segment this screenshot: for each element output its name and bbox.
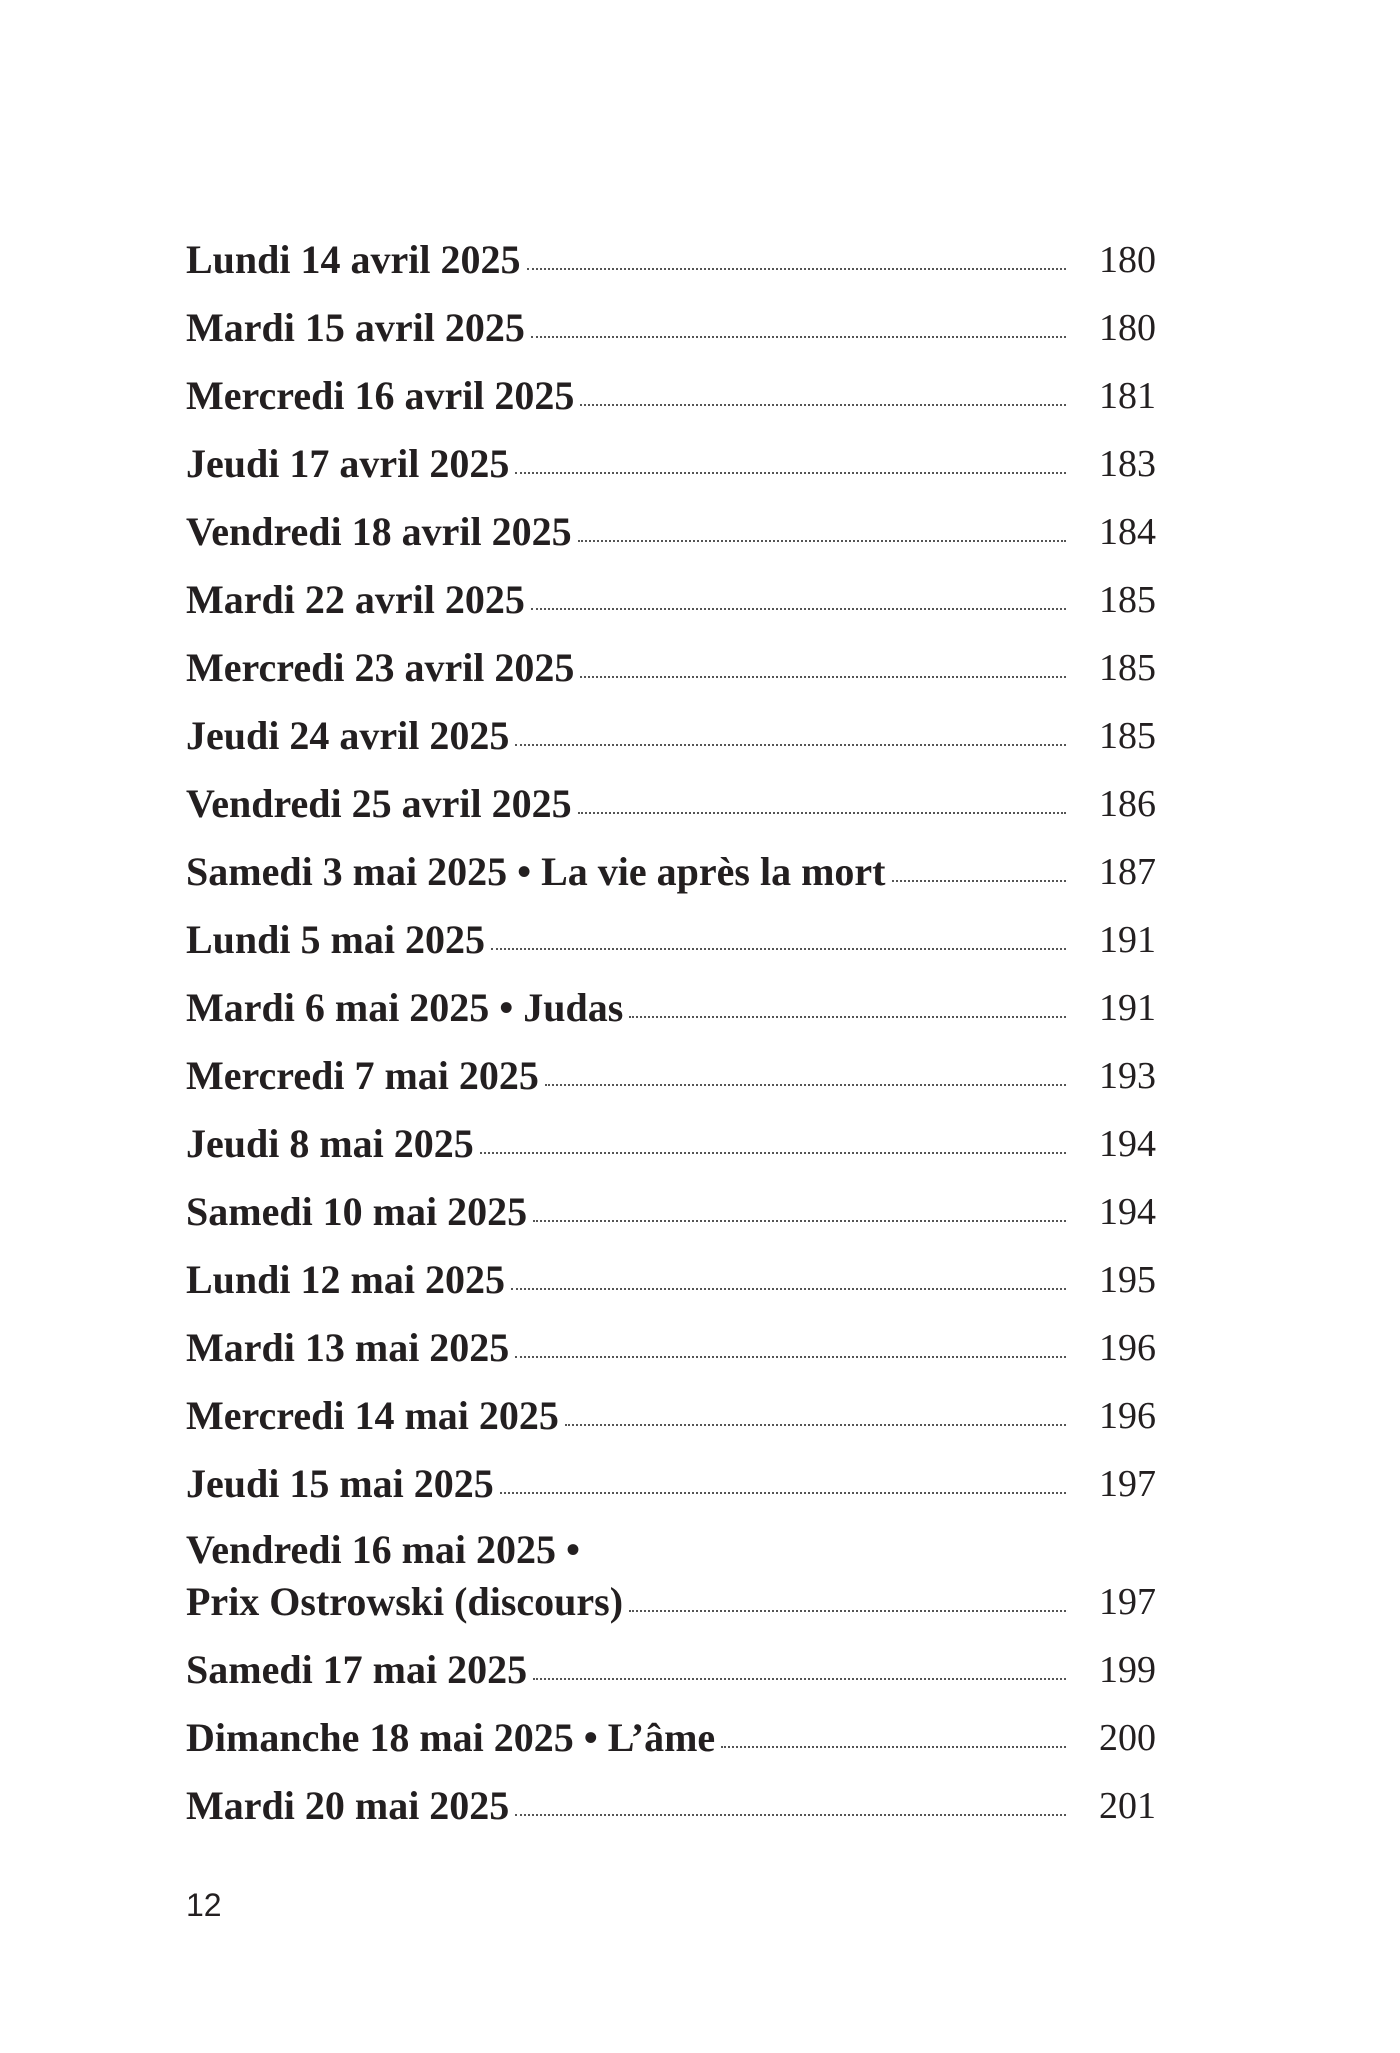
toc-entry[interactable] xyxy=(186,1514,1156,1632)
table-of-contents xyxy=(186,222,1156,1836)
toc-entry-title: Jeudi 8 mai 2025 xyxy=(186,1121,474,1166)
toc-entry-page: 199 xyxy=(1099,1649,1156,1691)
toc-entry-title: Jeudi 15 mai 2025 xyxy=(186,1461,494,1506)
toc-entry-title: Mercredi 7 mai 2025 xyxy=(186,1053,539,1098)
toc-entry-page: 191 xyxy=(1099,919,1156,961)
toc-entry[interactable] xyxy=(186,698,1156,766)
toc-entry[interactable] xyxy=(186,426,1156,494)
toc-entry[interactable] xyxy=(186,562,1156,630)
toc-entry[interactable] xyxy=(186,358,1156,426)
toc-entry-page: 197 xyxy=(1099,1581,1156,1623)
toc-entry-title: Mardi 6 mai 2025 • Judas xyxy=(186,985,624,1030)
toc-entry-page: 181 xyxy=(1099,375,1156,417)
toc-entry-page: 180 xyxy=(1099,239,1156,281)
toc-entry-title: Mardi 20 mai 2025 xyxy=(186,1783,510,1828)
toc-entry-title: Mardi 15 avril 2025 xyxy=(186,305,525,350)
toc-entry-page: 194 xyxy=(1099,1123,1156,1165)
dot-leader xyxy=(491,948,1066,950)
dot-leader xyxy=(721,1746,1066,1748)
dot-leader xyxy=(533,1678,1066,1680)
toc-entry-page: 197 xyxy=(1099,1463,1156,1505)
toc-entry[interactable] xyxy=(186,902,1156,970)
toc-entry[interactable] xyxy=(186,630,1156,698)
toc-entry-title: Mardi 22 avril 2025 xyxy=(186,577,525,622)
toc-entry-title: Mercredi 14 mai 2025 xyxy=(186,1393,559,1438)
dot-leader xyxy=(511,1288,1066,1290)
toc-entry-page: 194 xyxy=(1099,1191,1156,1233)
toc-entry-page: 185 xyxy=(1099,647,1156,689)
toc-entry[interactable] xyxy=(186,494,1156,562)
toc-entry-title: Vendredi 18 avril 2025 xyxy=(186,509,572,554)
toc-entry-title: Samedi 3 mai 2025 • La vie après la mort xyxy=(186,849,886,894)
page-number: 12 xyxy=(186,1887,222,1923)
toc-entry[interactable] xyxy=(186,222,1156,290)
toc-entry-title: Jeudi 24 avril 2025 xyxy=(186,713,510,758)
toc-entry-title: Vendredi 25 avril 2025 xyxy=(186,781,572,826)
toc-entry[interactable] xyxy=(186,1242,1156,1310)
toc-entry-title: Lundi 12 mai 2025 xyxy=(186,1257,505,1302)
toc-entry[interactable] xyxy=(186,970,1156,1038)
toc-entry-page: 184 xyxy=(1099,511,1156,553)
toc-entry[interactable] xyxy=(186,766,1156,834)
dot-leader xyxy=(515,1356,1066,1358)
toc-entry-title: Vendredi 16 mai 2025 • Prix Ostrowski (discours) xyxy=(186,1527,624,1624)
toc-entry[interactable] xyxy=(186,1378,1156,1446)
toc-entry-title: Lundi 5 mai 2025 xyxy=(186,917,485,962)
dot-leader xyxy=(533,1220,1066,1222)
toc-entry[interactable] xyxy=(186,834,1156,902)
toc-entry-page: 185 xyxy=(1099,715,1156,757)
toc-entry-page: 180 xyxy=(1099,307,1156,349)
toc-entry[interactable] xyxy=(186,1038,1156,1106)
dot-leader xyxy=(545,1084,1066,1086)
toc-entry-page: 196 xyxy=(1099,1395,1156,1437)
dot-leader xyxy=(527,268,1066,270)
toc-entry-page: 195 xyxy=(1099,1259,1156,1301)
dot-leader xyxy=(531,336,1066,338)
dot-leader xyxy=(515,472,1066,474)
dot-leader xyxy=(565,1424,1066,1426)
dot-leader xyxy=(580,676,1066,678)
dot-leader xyxy=(531,608,1066,610)
dot-leader xyxy=(629,1016,1066,1018)
dot-leader xyxy=(515,1814,1066,1816)
dot-leader xyxy=(580,404,1066,406)
toc-entry[interactable] xyxy=(186,1174,1156,1242)
toc-entry-title: Mercredi 16 avril 2025 xyxy=(186,373,575,418)
toc-entry-page: 185 xyxy=(1099,579,1156,621)
dot-leader xyxy=(480,1152,1066,1154)
toc-entry-page: 191 xyxy=(1099,987,1156,1029)
toc-entry-page: 186 xyxy=(1099,783,1156,825)
toc-entry[interactable] xyxy=(186,1768,1156,1836)
toc-entry-title: Samedi 17 mai 2025 xyxy=(186,1647,528,1692)
toc-entry-title: Jeudi 17 avril 2025 xyxy=(186,441,510,486)
toc-entry[interactable] xyxy=(186,1632,1156,1700)
toc-entry-title: Mercredi 23 avril 2025 xyxy=(186,645,575,690)
toc-entry[interactable] xyxy=(186,1700,1156,1768)
toc-entry-page: 183 xyxy=(1099,443,1156,485)
dot-leader xyxy=(578,812,1066,814)
toc-entry-title: Samedi 10 mai 2025 xyxy=(186,1189,528,1234)
toc-entry-page: 201 xyxy=(1099,1785,1156,1827)
toc-entry-title: Lundi 14 avril 2025 xyxy=(186,237,521,282)
toc-entry-page: 200 xyxy=(1099,1717,1156,1759)
dot-leader xyxy=(578,540,1066,542)
toc-entry-page: 196 xyxy=(1099,1327,1156,1369)
dot-leader xyxy=(629,1610,1066,1612)
toc-entry[interactable] xyxy=(186,1446,1156,1514)
toc-entry[interactable] xyxy=(186,290,1156,358)
dot-leader xyxy=(515,744,1066,746)
toc-entry[interactable] xyxy=(186,1310,1156,1378)
toc-entry[interactable] xyxy=(186,1106,1156,1174)
toc-entry-page: 193 xyxy=(1099,1055,1156,1097)
toc-entry-title: Mardi 13 mai 2025 xyxy=(186,1325,510,1370)
toc-entry-title: Dimanche 18 mai 2025 • L’âme xyxy=(186,1715,716,1760)
toc-entry-page: 187 xyxy=(1099,851,1156,893)
dot-leader xyxy=(892,880,1067,882)
dot-leader xyxy=(500,1492,1066,1494)
